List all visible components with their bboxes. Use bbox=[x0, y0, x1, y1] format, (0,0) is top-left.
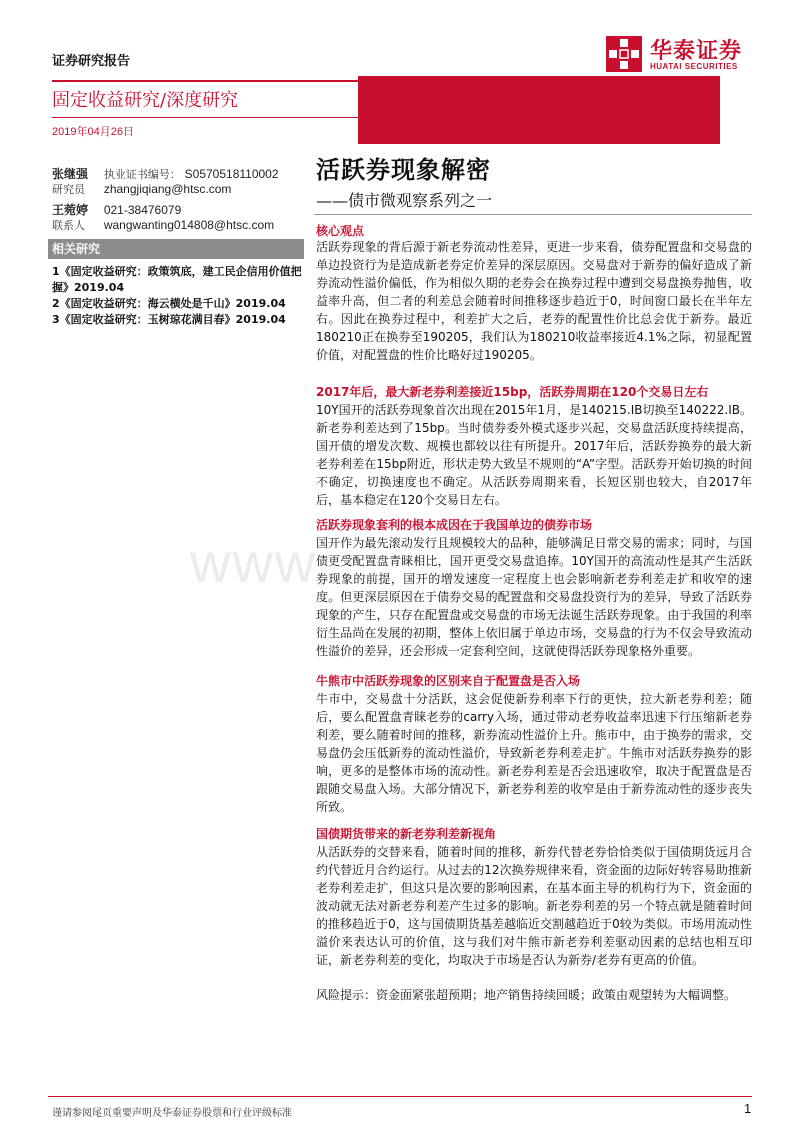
analyst-name: 张继强 bbox=[52, 167, 89, 181]
report-type-label: 证券研究报告 bbox=[52, 54, 131, 69]
related-item[interactable]: 2《固定收益研究：海云横处是千山》2019.04 bbox=[52, 297, 286, 310]
analyst-email[interactable]: wangwanting014808@htsc.com bbox=[103, 218, 275, 232]
related-research-heading: 相关研究 bbox=[48, 239, 304, 259]
huatai-logo-icon bbox=[606, 36, 642, 72]
section-body-bull-bear: 牛市中，交易盘十分活跃，这会促使新券利率下行的更快，拉大新老券利差；随后，要么配置盘青睐老券的carry入场，通过带动老券收益率迅速下行压缩新老券利差，要么随着时间的推移，新券流动性溢价上升。熊市中，由于换券的需求，交易盘仍会压低新券的流动性溢价，导致新老券利差走扩。牛熊市对活跃券换券的影响，更多的是整体市场的流动性。新老券利差是否会迅速收窄，取决于配置盘是否跟随交易盘入场。大部分情况下，新老券利差的收窄是由于新券流动性的逐步丧失所致。 bbox=[316, 692, 752, 814]
section-body-cause: 国开作为最先滚动发行且规模较大的品种，能够满足日常交易的需求；同时，与国债更受配置盘青睐相比，国开更受交易盘追捧。10Y国开的高流动性是其产生活跃券现象的前提，国开的增发速度一定程度上也会影响新老券利差走扩和收窄的速度。但更深层原因在于债券交易的配置盘和交易盘投资行为的差异，导致了活跃券现象的产生，只存在配置盘或交易盘的市场无法诞生活跃券现象。由于我国的利率衍生品尚在发展的初期，整体上依旧属于单边市场，交易盘的行为不仅会导致流动性溢价的差异，还会形成一定套利空间，这就使得活跃券现象格外重要。 bbox=[316, 536, 752, 658]
section-body-core: 活跃券现象的背后源于新老券流动性差异，更进一步来看，债券配置盘和交易盘的单边投资行为是造成新老券定价差异的深层原因。交易盘对于新券的偏好造成了新券流动性溢价偏低，作为相似久期的老券会在换券过程中遭到交易盘换券抛售，收益率升高，但二者的利差总会随着时间推移逐步趋近于0，时间窗口最长在半年左右。因此在换券过程中，利差扩大之后，老券的配置性价比总会优于新券。最近180210正在换券至190205，我们认为180210收益率接近4.1%之际，初显配置价值，对配置盘的性价比略好过190205。 bbox=[316, 240, 752, 362]
report-subtitle: ——债市微观察系列之一 bbox=[316, 191, 493, 210]
analyst-role: 联系人 bbox=[52, 219, 85, 232]
header-red-band bbox=[358, 76, 720, 144]
section-heading-core: 核心观点 bbox=[316, 224, 365, 238]
risk-warning: 风险提示：资金面紧张超预期；地产销售持续回暖；政策由观望转为大幅调整。 bbox=[316, 988, 737, 1002]
page-number: 1 bbox=[744, 1101, 752, 1116]
analyst-role: 研究员 bbox=[52, 183, 85, 196]
cert-label: 执业证书编号： bbox=[103, 168, 181, 181]
watermark: www. bbox=[190, 531, 332, 594]
report-date: 2019年04月26日 bbox=[52, 126, 134, 138]
analyst-name: 王菀婷 bbox=[52, 203, 89, 217]
report-title: 活跃券现象解密 bbox=[316, 155, 491, 184]
footer-disclaimer: 谨请参阅尾页重要声明及华泰证券股票和行业评级标准 bbox=[52, 1108, 292, 1119]
header-divider-thin bbox=[52, 117, 358, 118]
analyst-2-contact bbox=[52, 217, 274, 233]
analyst-1 bbox=[52, 165, 279, 182]
analyst-email[interactable]: zhangjiqiang@htsc.com bbox=[103, 182, 232, 196]
analyst-2 bbox=[52, 201, 181, 218]
cert-number: S0570518110002 bbox=[184, 167, 279, 181]
title-divider bbox=[314, 214, 752, 215]
huatai-logo bbox=[606, 34, 776, 74]
section-heading-bull-bear: 牛熊市中活跃券现象的区别来自于配置盘是否入场 bbox=[316, 674, 581, 688]
header-divider bbox=[52, 80, 358, 82]
section-heading-futures: 国债期货带来的新老券利差新视角 bbox=[316, 827, 497, 841]
section-body-spread: 10Y国开的活跃券现象首次出现在2015年1月，是140215.IB切换至140222.IB。新老券利差达到了15bp。当时债券委外模式逐步兴起，交易盘活跃度持续提高，国开债的增发次数、规模也都较以往有所提升。2017年后，活跃券换券的最大新老券利差在15bp附近，形状走势大致呈不规则的“A”字型。活跃券开始切换的时间不确定，切换速度也不确定。从活跃券周期来看，长短区别也较大，自2017年后，基本稳定在120个交易日左右。 bbox=[316, 403, 752, 507]
section-body-futures: 从活跃券的交替来看，随着时间的推移，新券代替老券恰恰类似于国债期货远月合约代替近月合约运行。从过去的12次换券规律来看，资金面的边际好转容易助推新老券利差走扩，但这只是次要的影响因素，在基本面主导的机构行为下，资金面的波动就无法对新老券利差产生过多的影响。新老券利差的另一个特点就是随着时间的推移趋近于0，这与国债期货基差越临近交割越趋近于0较为类似。市场用流动性溢价来表达认可的价值，这与我们对牛熊市新老券利差驱动因素的总结也相互印证，新老券利差的变化，均取决于市场是否认为新券/老券有更高的价值。 bbox=[316, 845, 752, 967]
section-heading-spread: 2017年后，最大新老券利差接近15bp，活跃券周期在120个交易日左右 bbox=[316, 385, 709, 399]
related-item[interactable]: 1《固定收益研究：政策筑底，建工民企信用价值把握》2019.04 bbox=[52, 265, 302, 294]
analyst-phone: 021-38476079 bbox=[103, 203, 182, 217]
section-heading-cause: 活跃券现象套利的根本成因在于我国单边的债券市场 bbox=[316, 518, 593, 532]
related-item[interactable]: 3《固定收益研究：玉树琼花满目春》2019.04 bbox=[52, 313, 286, 326]
logo-text-en: HUATAI SECURITIES bbox=[650, 62, 738, 71]
logo-text-cn: 华泰证券 bbox=[650, 39, 743, 64]
report-category: 固定收益研究/深度研究 bbox=[52, 90, 239, 111]
footer-divider bbox=[48, 1096, 752, 1097]
analyst-1-contact bbox=[52, 181, 231, 197]
